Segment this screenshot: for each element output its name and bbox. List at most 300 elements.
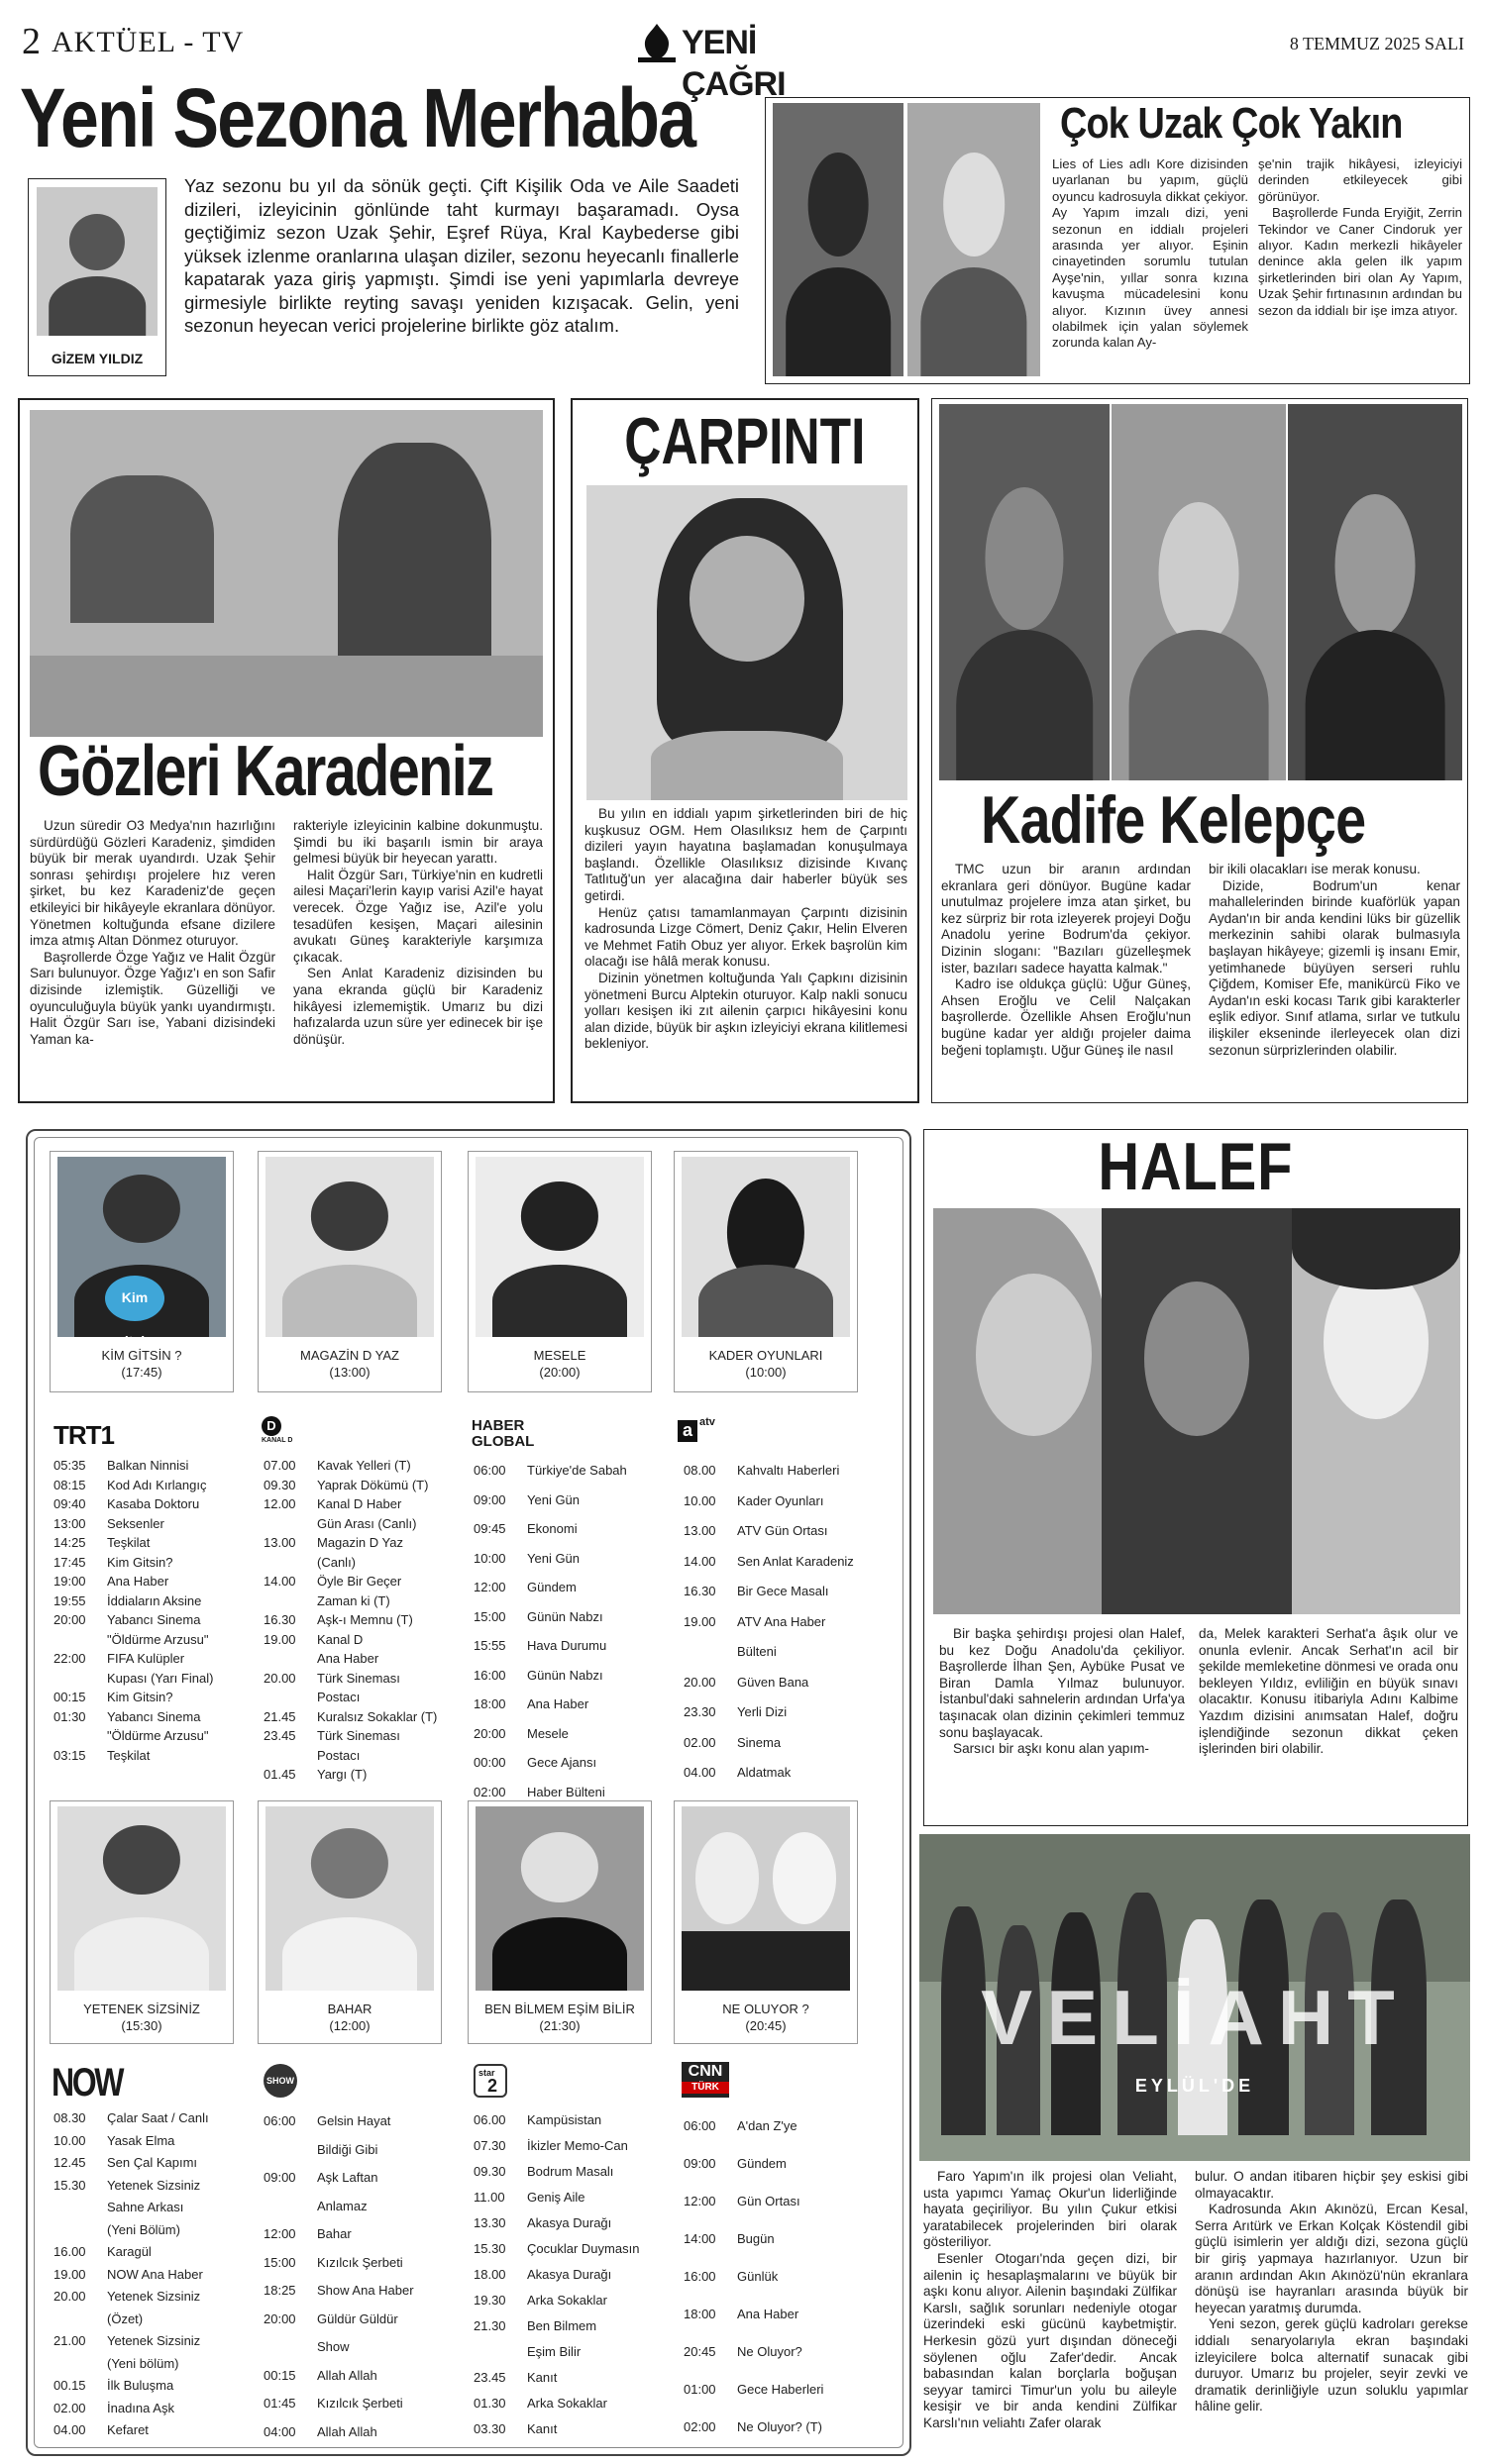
schedule-row bbox=[53, 2219, 246, 2242]
kim-gitsin-overlay: Kim gitsin bbox=[105, 1276, 164, 1321]
now-logo: NOW bbox=[52, 2061, 123, 2105]
schedule-program: Anlamaz bbox=[317, 2198, 368, 2213]
program-photo-mesele bbox=[476, 1157, 644, 1337]
schedule-program: Bodrum Masalı bbox=[527, 2164, 614, 2179]
schedule-time: 01:45 bbox=[264, 2396, 296, 2411]
schedule-row bbox=[264, 1707, 454, 1727]
schedule-time: 16.30 bbox=[684, 1584, 716, 1598]
schedule-program: Kim Gitsin? bbox=[107, 1554, 173, 1570]
halef-col-2: da, Melek karakteri Serhat'a âşık olur ve onunla evlenir. Ancak Serhat'ın acil bir şekilde memleketine dönmesi ve orada onu bekleyen Yıldız, evliliğin en büyük sınavı olacaktır. Konusu itibariyla Adını Kalbime Yazdım dizisini anımsatan Halef, doğru işlendiğinde sezonun dikkat çeken işlerinden biri olabilir. bbox=[1199, 1626, 1458, 1757]
halef-col-1-p1: Bir başka şehirdışı projesi olan Halef, bu kez Doğu Anadolu'da çekiliyor. Başrollerde İlhan Şen, Aybüke Pusat ve Biran Damla Yılmaz bulunuyor. İstanbul'daki sahnelerin ardından Urfa'ya taşınacak olan dizinin çekimleri temmuz sonu başlayacak. bbox=[939, 1626, 1185, 1740]
schedule-row bbox=[53, 1746, 242, 1766]
schedule-time: 18:00 bbox=[474, 1696, 506, 1711]
schedule-program: Kupası (Yarı Final) bbox=[107, 1670, 214, 1686]
schedule-program: Yerli Dizi bbox=[737, 1704, 788, 1719]
schedule-row bbox=[53, 2353, 246, 2376]
schedule-time: 05:35 bbox=[53, 1458, 86, 1473]
schedule-time: 19.30 bbox=[474, 2293, 506, 2308]
schedule-row bbox=[53, 1494, 242, 1514]
schedule-time: 09.30 bbox=[264, 1477, 296, 1492]
schedule-program: Bildiği Gibi bbox=[317, 2141, 378, 2157]
program-caption-4 bbox=[674, 1347, 858, 1381]
haber-global-logo-line-1: HABER bbox=[472, 1417, 525, 1434]
kadife-photo-2 bbox=[1112, 404, 1286, 780]
schedule-row bbox=[264, 1630, 454, 1650]
schedule-program: Yasak Elma bbox=[107, 2132, 175, 2148]
schedule-cnnturk bbox=[684, 2107, 882, 2446]
schedule-time: 01:00 bbox=[684, 2382, 716, 2397]
schedule-row bbox=[53, 2175, 246, 2198]
star-logo-number: 2 bbox=[487, 2076, 498, 2096]
schedule-row bbox=[684, 2183, 882, 2220]
schedule-row bbox=[53, 2419, 246, 2442]
program-name: KADER OYUNLARI bbox=[708, 1348, 823, 1363]
atv-logo-text: atv bbox=[699, 1416, 715, 1428]
schedule-program: Yaprak Dökümü (T) bbox=[317, 1477, 429, 1492]
schedule-program: Akasya Durağı bbox=[527, 2267, 612, 2282]
schedule-program: (Özet) bbox=[107, 2310, 144, 2326]
schedule-trt1 bbox=[53, 1456, 242, 1765]
schedule-row bbox=[684, 2145, 882, 2183]
schedule-time: 15:00 bbox=[264, 2254, 296, 2270]
schedule-time: 07.00 bbox=[264, 1458, 296, 1473]
schedule-program: Karagül bbox=[107, 2244, 152, 2259]
schedule-program: "Öldürme Arzusu" bbox=[107, 1728, 209, 1743]
carpinti-title-text: ÇARPINTI bbox=[624, 404, 866, 477]
schedule-program: Mesele bbox=[527, 1725, 569, 1741]
schedule-time: 06.00 bbox=[474, 2112, 506, 2127]
schedule-row bbox=[684, 2296, 882, 2333]
schedule-row bbox=[474, 2313, 666, 2339]
schedule-row bbox=[474, 1486, 664, 1515]
cnnturk-logo-line-1: CNN bbox=[688, 2063, 723, 2080]
schedule-time: 01.45 bbox=[264, 1767, 296, 1782]
schedule-program: NOW Ana Haber bbox=[107, 2266, 203, 2282]
schedule-time bbox=[53, 1669, 107, 1689]
kadife-title-text: Kadife Kelepçe bbox=[981, 782, 1366, 858]
program-time: (15:30) bbox=[121, 2018, 162, 2033]
schedule-row bbox=[474, 2210, 666, 2236]
schedule-row bbox=[264, 2277, 454, 2306]
schedule-program: İddiaların Aksine bbox=[107, 1592, 202, 1608]
schedule-time: 00:00 bbox=[474, 1755, 506, 1770]
schedule-time: 10.00 bbox=[53, 2132, 86, 2148]
kadife-photo-1 bbox=[939, 404, 1110, 780]
veliaht-col-1 bbox=[923, 2169, 1177, 2432]
schedule-row bbox=[474, 2365, 666, 2391]
schedule-row bbox=[684, 1516, 882, 1547]
schedule-program: Kahvaltı Haberleri bbox=[737, 1463, 840, 1478]
schedule-program: Aşk-ı Memnu (T) bbox=[317, 1612, 413, 1627]
schedule-program: Arka Sokaklar bbox=[527, 2396, 607, 2411]
schedule-time: 21.00 bbox=[53, 2333, 86, 2348]
gozleri-col-1-p1: Uzun süredir O3 Medya'nın hazırlığını sürdürdüğü Gözleri Karadeniz, şimdiden büyük bir merak uyandırdı. Uzak Şehir sonrası şehirdışı projelere hız veren şirket, bu kez Karadeniz'de geçen etkileyici bir hikâyeyle ekranlara dönüyor. Yönetmen koltuğunda efsane dizilere imza atmış Altan Dönmez oturuyor. bbox=[30, 818, 275, 949]
veliaht-col-1-p2: Esenler Otogarı'nda geçen dizi, bir ailenin iç hesaplaşmalarını ve büyük bir aşkı konu alıyor. Ailenin başındaki Zülfikar Karslı, sağlık sorunları nedeniyle otogar üzerindeki eski gücünü kaybetmiştir. Herkesin gözü yurt dışından döneceği söylenen oğlu Zafer'dedir. Ancak babasından kalan borçlarla boğuşan seyyar tamirci Timur'un yolu bu aileyle kesişir ve bir anda kendini Zülfikar Karslı'nın veliahtı Zafer olarak bbox=[923, 2250, 1177, 2430]
kadife-col-2-p1: bir ikili olacakları ise merak konusu. bbox=[1209, 862, 1421, 876]
schedule-row bbox=[264, 2164, 454, 2193]
schedule-time: 21.45 bbox=[264, 1708, 296, 1724]
schedule-row bbox=[264, 1514, 454, 1534]
schedule-row bbox=[474, 2339, 666, 2365]
kanald-icon: D bbox=[262, 1416, 281, 1436]
schedule-now bbox=[53, 2107, 246, 2442]
schedule-time: 06:00 bbox=[264, 2113, 296, 2128]
schedule-program: Yetenek Sizsiniz bbox=[107, 2289, 201, 2304]
program-caption-8 bbox=[674, 2001, 858, 2034]
schedule-program: İlk Buluşma bbox=[107, 2378, 174, 2393]
halef-photo bbox=[933, 1208, 1460, 1614]
masthead-logo bbox=[634, 22, 852, 103]
schedule-row bbox=[53, 2330, 246, 2353]
schedule-row bbox=[264, 2136, 454, 2165]
schedule-program: Seksenler bbox=[107, 1515, 164, 1531]
schedule-program: (Yeni bölüm) bbox=[107, 2355, 179, 2371]
schedule-row bbox=[474, 2288, 666, 2313]
schedule-time: 16:00 bbox=[474, 1667, 506, 1683]
schedule-row bbox=[264, 1572, 454, 1591]
schedule-time: 15:55 bbox=[474, 1638, 506, 1653]
schedule-program: Zaman ki (T) bbox=[317, 1592, 390, 1608]
program-name: BAHAR bbox=[327, 2002, 372, 2016]
schedule-row bbox=[684, 1697, 882, 1728]
schedule-program: Güldür Güldür bbox=[317, 2310, 398, 2326]
schedule-time bbox=[264, 1649, 317, 1669]
schedule-program: "Öldürme Arzusu" bbox=[107, 1631, 209, 1647]
schedule-row bbox=[53, 1669, 242, 1689]
schedule-program: Show bbox=[317, 2339, 350, 2354]
schedule-row bbox=[264, 1494, 454, 1514]
schedule-program: Ana Haber bbox=[737, 2307, 799, 2321]
schedule-row bbox=[264, 2193, 454, 2221]
schedule-row bbox=[53, 1630, 242, 1650]
schedule-program: Kim Gitsin? bbox=[107, 1690, 173, 1704]
star-logo bbox=[474, 2064, 507, 2098]
schedule-time: 09:45 bbox=[474, 1521, 506, 1536]
schedule-time: 23.30 bbox=[684, 1704, 716, 1719]
schedule-time: 09.30 bbox=[474, 2164, 506, 2179]
veliaht-poster-title: VELİAHT bbox=[981, 1974, 1409, 2062]
page-number: 2 bbox=[22, 21, 41, 62]
schedule-atv bbox=[684, 1456, 882, 1789]
schedule-program: Gündem bbox=[737, 2156, 787, 2171]
veliaht-col-2-p1: bulur. O andan itibaren hiçbir şey eskisi gibi olmayacaktır. bbox=[1195, 2169, 1468, 2201]
schedule-program: FIFA Kulüpler bbox=[107, 1651, 185, 1666]
cok-uzak-title bbox=[1060, 99, 1466, 151]
flame-icon bbox=[634, 22, 680, 63]
schedule-program: Türk Sineması bbox=[317, 1728, 400, 1743]
atv-icon: a bbox=[678, 1420, 697, 1442]
schedule-program: Show Ana Haber bbox=[317, 2283, 414, 2298]
schedule-program: İnadına Aşk bbox=[107, 2400, 174, 2415]
schedule-program: Aldatmak bbox=[737, 1765, 792, 1780]
schedule-program: Postacı bbox=[317, 1747, 361, 1763]
schedule-program: İkizler Memo-Can bbox=[527, 2138, 628, 2153]
schedule-program: A'dan Z'ye bbox=[737, 2118, 797, 2133]
cok-uzak-col-1: Lies of Lies adlı Kore dizisinden uyarlanan bu yapım, güçlü oyuncu kadrosuyla dikkat çekiyor. Ay Yapım imzalı dizi, yeni sezonun en iddialı projeleri arasında yer alıyor. Eşinin cinayetinden sorumlu tutulan Ayşe'nin, yıllar sonra kızına kavuşma mücadelesini konu alıyor. Kızının üvey annesi olabilmek için yalan söylemek zorunda kalan Ay- bbox=[1052, 156, 1248, 351]
schedule-time: 20.00 bbox=[684, 1674, 716, 1690]
schedule-time: 20.00 bbox=[264, 1670, 296, 1686]
program-time: (21:30) bbox=[539, 2018, 581, 2033]
schedule-program: Yargı (T) bbox=[317, 1767, 368, 1782]
schedule-time bbox=[264, 1688, 317, 1707]
schedule-program: Sinema bbox=[737, 1734, 782, 1750]
schedule-time: 20:45 bbox=[684, 2344, 716, 2359]
schedule-program: Yeni Gün bbox=[527, 1550, 581, 1566]
schedule-row bbox=[684, 2107, 882, 2145]
veliaht-poster-sub: EYLÜL'DE bbox=[1134, 2076, 1255, 2097]
veliaht-col-1-p1: Faro Yapım'ın ilk projesi olan Veliaht, usta yapımcı Yamaç Okur'un liderliğinde hayata geçiriliyor. Bu yılın Çukur etkisi yaratabilecek projelerinden biri olarak gösteriliyor. bbox=[923, 2169, 1177, 2250]
schedule-row bbox=[264, 2107, 454, 2136]
schedule-program: Yetenek Sizsiniz bbox=[107, 2177, 201, 2193]
schedule-program: Kızılcık Şerbeti bbox=[317, 2254, 403, 2270]
program-name: YETENEK SİZSİNİZ bbox=[83, 2002, 200, 2016]
schedule-program: Gün Ortası bbox=[737, 2194, 800, 2208]
program-caption-1 bbox=[50, 1347, 234, 1381]
schedule-time bbox=[264, 1553, 317, 1573]
schedule-time: 14.00 bbox=[264, 1574, 296, 1589]
schedule-program: Balkan Ninnisi bbox=[107, 1458, 189, 1473]
schedule-time: 11.00 bbox=[474, 2190, 505, 2205]
schedule-row bbox=[264, 2362, 454, 2391]
schedule-time: 13.00 bbox=[264, 1535, 296, 1550]
gozleri-photo bbox=[30, 410, 543, 737]
schedule-row bbox=[53, 2107, 246, 2130]
schedule-time: 15:00 bbox=[474, 1608, 506, 1624]
schedule-row bbox=[53, 1726, 242, 1746]
schedule-program: Kasaba Doktoru bbox=[107, 1496, 200, 1511]
program-caption-5 bbox=[50, 2001, 234, 2034]
schedule-row bbox=[684, 2258, 882, 2296]
section-title: AKTÜEL - TV bbox=[52, 26, 245, 58]
schedule-program: Günün Nabzı bbox=[527, 1667, 603, 1683]
gozleri-title bbox=[38, 733, 553, 812]
haber-global-logo-line-2: GLOBAL bbox=[472, 1433, 535, 1450]
schedule-time: 07.30 bbox=[474, 2138, 506, 2153]
schedule-row bbox=[53, 2375, 246, 2398]
program-name: MAGAZİN D YAZ bbox=[300, 1348, 399, 1363]
schedule-program: Kavak Yelleri (T) bbox=[317, 1458, 411, 1473]
schedule-row bbox=[684, 1607, 882, 1638]
schedule-time: 04:00 bbox=[264, 2423, 296, 2439]
schedule-program: Bahar bbox=[317, 2226, 352, 2241]
haber-global-logo bbox=[472, 1418, 534, 1450]
schedule-time: 21.30 bbox=[474, 2318, 506, 2333]
schedule-time bbox=[53, 1726, 107, 1746]
schedule-row bbox=[53, 1649, 242, 1669]
schedule-row bbox=[474, 1456, 664, 1486]
schedule-time bbox=[474, 2339, 527, 2365]
schedule-program: Çalar Saat / Canlı bbox=[107, 2110, 209, 2125]
schedule-time: 13:00 bbox=[53, 1515, 86, 1531]
schedule-program: Eşim Bilir bbox=[527, 2344, 582, 2359]
schedule-time: 00:15 bbox=[264, 2367, 296, 2383]
gozleri-col-2-p2: Halit Özgür Sarı, Türkiye'nin en kudretli ailesi Maçari'lerin kayıp varisi Azil'e hayat verecek. Özge Yağız ise, Azil'e yolu tesadüfen kesişen, Maçari ailesinin avukatı Güneş karakteriyle karşımıza çıkacak. bbox=[293, 867, 543, 965]
schedule-program: Allah Allah bbox=[317, 2423, 377, 2439]
schedule-row bbox=[53, 2130, 246, 2153]
schedule-program: Günlük bbox=[737, 2269, 779, 2284]
schedule-program: Teşkilat bbox=[107, 1535, 151, 1550]
schedule-program: Gelsin Hayat bbox=[317, 2113, 391, 2128]
schedule-row bbox=[53, 1688, 242, 1707]
schedule-time: 18:00 bbox=[684, 2307, 716, 2321]
schedule-program: Ben Bilmem bbox=[527, 2318, 597, 2333]
program-name: NE OLUYOR ? bbox=[722, 2002, 809, 2016]
carpinti-p1: Bu yılın en iddialı yapım şirketlerinden biri de hiç kuşkusuz OGM. Hem Olasılıksız hem de Çarpıntı dizileri yayın hayatına başlamadan konuşulmaya başlandı. Özellikle Olasılıksız dizisinde Kıvanç Tatlıtuğ'un yer alacağına dair haberler büyük ses getirdi. bbox=[584, 806, 907, 903]
schedule-program: Yetenek Sizsiniz bbox=[107, 2333, 201, 2348]
masthead-text: YENİ ÇAĞRI bbox=[682, 24, 786, 103]
schedule-program: Arka Sokaklar bbox=[527, 2293, 607, 2308]
schedule-program: ATV Ana Haber bbox=[737, 1613, 826, 1629]
schedule-row bbox=[53, 2152, 246, 2175]
schedule-row bbox=[474, 2185, 666, 2210]
schedule-program: Kanıt bbox=[527, 2421, 558, 2436]
program-name: MESELE bbox=[533, 1348, 586, 1363]
schedule-row bbox=[474, 2133, 666, 2159]
schedule-time: 09:40 bbox=[53, 1496, 86, 1511]
kadife-col-1 bbox=[941, 862, 1191, 1059]
schedule-time: 12:00 bbox=[264, 2226, 296, 2241]
schedule-time: 16.00 bbox=[53, 2244, 86, 2259]
gozleri-col-2-p3: Sen Anlat Karadeniz dizisinden bu yana ekranda güçlü bir Karadeniz hikâyesi izlememiştik. Umarız bu dizi hafızalarda uzun süre yer edinecek bir işe dönüşür. bbox=[293, 966, 543, 1047]
schedule-row bbox=[474, 1631, 664, 1661]
schedule-time bbox=[264, 1514, 317, 1534]
schedule-time: 02:00 bbox=[474, 1784, 506, 1799]
kanald-logo bbox=[262, 1416, 301, 1452]
schedule-program: Gündem bbox=[527, 1580, 577, 1594]
schedule-row bbox=[474, 1514, 664, 1544]
schedule-row bbox=[53, 1610, 242, 1630]
schedule-time bbox=[264, 2136, 317, 2165]
schedule-row bbox=[474, 1661, 664, 1691]
schedule-program: Ne Oluyor? (T) bbox=[737, 2419, 822, 2434]
lead-text: Yaz sezonu bu yıl da sönük geçti. Çift Kişilik Oda ve Aile Saadeti dizileri, izleyicinin gönlünde taht kurmayı başaramadı. Oysa geçtiğimiz sezon Uzak Şehir, Eşref Rüya, Kral Kaybederse gibi yüksek izlenme oranlarına ulaşan diziler, sezonu heyecanlı finallerle kapatarak yaza giriş yapmıştı. Şimdi ise yeni yapımlarla devreye girmesiyle birlikte reyting savaşı yeniden kızışacak. Gelin, yeni sezonun heyecan verici projelerine birlikte göz atalım. bbox=[184, 175, 739, 336]
carpinti-text bbox=[584, 806, 907, 1053]
program-photo-ne-oluyor bbox=[682, 1806, 850, 1991]
schedule-time: 19.00 bbox=[264, 1631, 296, 1647]
program-time: (20:00) bbox=[539, 1365, 581, 1380]
schedule-program: (Yeni Bölüm) bbox=[107, 2221, 180, 2237]
schedule-row bbox=[474, 1748, 664, 1778]
schedule-program: Türk Sineması bbox=[317, 1670, 400, 1686]
schedule-time bbox=[53, 1630, 107, 1650]
schedule-program: Çocuklar Duymasın bbox=[527, 2241, 640, 2256]
schedule-program: Kod Adı Kırlangıç bbox=[107, 1477, 207, 1492]
schedule-row bbox=[264, 1533, 454, 1553]
veliaht-col-2-p3: Yeni sezon, gerek güçlü kadroları gerekse iddialı senaryolarıyla ekran başındaki izleyicilere bolca alternatif sunacak gibi duruyor. Umarız bu projeler, seyir zevki ve dramatik derinliğiyle uzun soluklu yapımlar hâline gelir. bbox=[1195, 2316, 1468, 2414]
schedule-row bbox=[684, 1758, 882, 1789]
schedule-row bbox=[684, 1456, 882, 1487]
veliaht-col-2-p2: Kadrosunda Akın Akınözü, Ercan Kesal, Serra Arıtürk ve Erkan Kolçak Köstendil gibi güçlü isimlerin yer aldığı dizi, sezona güçlü bir giriş yapmaya hazırlanıyor. Uzun bir aranın ardından Akın Akınözü'nün ekranlara dönüşü ise hayranları arasında büyük bir heyecan yaratmış durumda. bbox=[1195, 2202, 1468, 2315]
schedule-program: Gün Arası (Canlı) bbox=[317, 1515, 417, 1531]
schedule-program: Ana Haber bbox=[107, 1574, 169, 1589]
schedule-row bbox=[684, 1547, 882, 1578]
schedule-row bbox=[264, 1591, 454, 1611]
lead-title bbox=[20, 73, 753, 164]
cok-uzak-col-2-p1: şe'nin trajik hikâyesi, izleyiciyi derinden etkileyecek gibi görünüyor. bbox=[1258, 156, 1462, 204]
cnnturk-logo bbox=[682, 2062, 729, 2098]
kadife-col-2 bbox=[1209, 862, 1460, 1059]
schedule-program: Ana Haber bbox=[317, 1651, 379, 1666]
program-photo-magazin-d-yaz bbox=[265, 1157, 434, 1337]
schedule-row bbox=[264, 1746, 454, 1766]
schedule-time: 04.00 bbox=[684, 1765, 716, 1780]
schedule-time: 06:00 bbox=[684, 2118, 716, 2133]
schedule-time: 18.00 bbox=[474, 2267, 506, 2282]
schedule-time: 12:00 bbox=[684, 2194, 716, 2208]
schedule-time: 20.00 bbox=[53, 2289, 86, 2304]
schedule-time bbox=[53, 2309, 107, 2331]
schedule-time bbox=[264, 2193, 317, 2221]
halef-col-1-p2: Sarsıcı bir aşkı konu alan yapım- bbox=[953, 1741, 1149, 1757]
schedule-row bbox=[684, 2409, 882, 2446]
schedule-time: 22:00 bbox=[53, 1651, 86, 1666]
schedule-row bbox=[474, 1719, 664, 1749]
program-photo-ben-bilmem bbox=[476, 1806, 644, 1991]
schedule-program: Kanal D bbox=[317, 1631, 364, 1647]
kadife-title bbox=[981, 782, 1456, 860]
schedule-row bbox=[53, 2197, 246, 2219]
program-time: (10:00) bbox=[745, 1365, 787, 1380]
schedule-star bbox=[474, 2107, 666, 2442]
veliaht-col-2 bbox=[1195, 2169, 1468, 2415]
schedule-time: 08:15 bbox=[53, 1477, 86, 1492]
schedule-program: ATV Gün Ortası bbox=[737, 1523, 828, 1538]
gozleri-title-text: Gözleri Karadeniz bbox=[38, 732, 493, 811]
carpinti-title bbox=[571, 404, 919, 479]
schedule-row bbox=[53, 2398, 246, 2420]
schedule-program: Ana Haber bbox=[527, 1696, 589, 1711]
schedule-row bbox=[264, 1726, 454, 1746]
schedule-time: 13.00 bbox=[684, 1523, 716, 1538]
program-photo-yetenek bbox=[57, 1806, 226, 1991]
schedule-row bbox=[684, 1577, 882, 1607]
schedule-program: Kızılcık Şerbeti bbox=[317, 2396, 403, 2411]
schedule-time: 23.45 bbox=[474, 2370, 506, 2385]
schedule-time: 12.45 bbox=[53, 2155, 86, 2170]
schedule-show bbox=[264, 2107, 454, 2446]
schedule-time: 08.00 bbox=[684, 1463, 716, 1478]
schedule-row bbox=[264, 1476, 454, 1495]
schedule-row bbox=[53, 2264, 246, 2287]
schedule-program: Yabancı Sinema bbox=[107, 1612, 201, 1627]
schedule-time: 00:15 bbox=[53, 1690, 86, 1704]
schedule-row bbox=[684, 2220, 882, 2258]
program-time: (17:45) bbox=[121, 1365, 162, 1380]
schedule-row bbox=[264, 1765, 454, 1785]
schedule-time: 02.00 bbox=[53, 2400, 86, 2415]
schedule-row bbox=[53, 1514, 242, 1534]
schedule-row bbox=[474, 1690, 664, 1719]
schedule-program: Yeni Gün bbox=[527, 1491, 581, 1507]
schedule-time bbox=[53, 2353, 107, 2376]
cok-uzak-col-2 bbox=[1258, 156, 1462, 319]
author-photo bbox=[37, 187, 158, 336]
schedule-time: 13.30 bbox=[474, 2215, 506, 2230]
schedule-time: 18:25 bbox=[264, 2283, 296, 2298]
schedule-kanald bbox=[264, 1456, 454, 1785]
schedule-row bbox=[53, 2309, 246, 2331]
schedule-time bbox=[264, 1746, 317, 1766]
gozleri-col-1 bbox=[30, 818, 275, 1048]
schedule-time: 09:00 bbox=[264, 2170, 296, 2185]
schedule-time: 12:00 bbox=[474, 1580, 506, 1594]
program-photo-bahar bbox=[265, 1806, 434, 1991]
carpinti-photo bbox=[586, 485, 907, 800]
schedule-row bbox=[264, 1456, 454, 1476]
schedule-time bbox=[264, 1591, 317, 1611]
schedule-row bbox=[474, 2262, 666, 2288]
schedule-row bbox=[264, 1669, 454, 1689]
